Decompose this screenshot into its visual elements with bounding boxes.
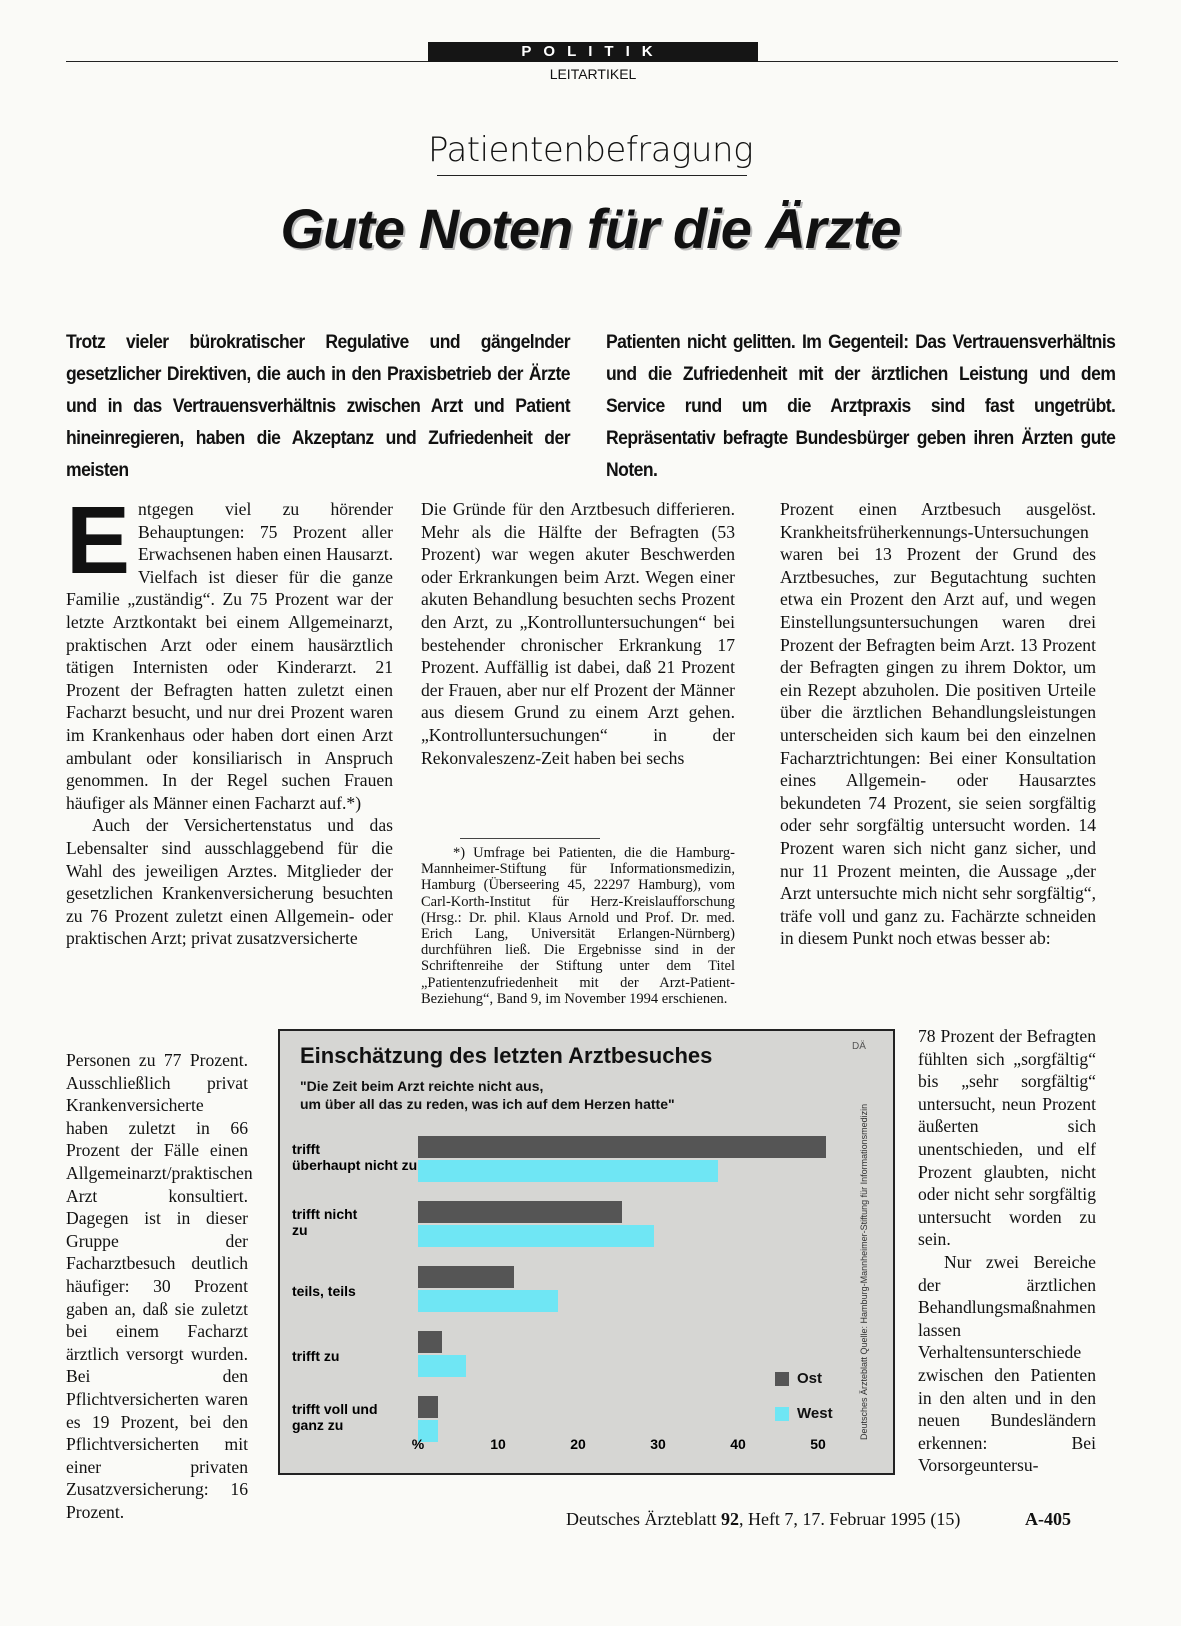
paragraph: ntgegen viel zu hörender Behauptungen: 75 Prozent aller Erwachsenen haben einen Hausarzt. Vielfach ist dieser für die ganze Familie „zuständig“. Zu 75 Prozent war der letzte Arztkontakt bei einem Allgemeinarzt, praktischen Arzt oder einem hausärztlich tätigen Internisten oder Kinderarzt. 21 Prozent der Befragten hatten zuletzt einen Facharzt besucht, und nur drei Prozent waren im Krankenhaus oder haben dort einen Arzt ambulant oder konsiliarisch in Anspruch genommen. In der Regel suchen Frauen häufiger als Männer einen Facharzt auf.*) xyxy=(66,499,393,813)
x-tick-label: 40 xyxy=(730,1436,746,1452)
category-label: trifft voll und ganz zu xyxy=(292,1401,378,1433)
page-number: A-405 xyxy=(1025,1509,1071,1529)
bar-west xyxy=(418,1160,718,1182)
x-tick-label: 30 xyxy=(650,1436,666,1452)
dropcap: E xyxy=(66,487,131,594)
bar-west xyxy=(418,1290,558,1312)
bar-ost xyxy=(418,1266,514,1288)
category-label: teils, teils xyxy=(292,1283,356,1299)
headline: Gute Noten für die Ärzte xyxy=(280,197,901,260)
category-label: trifft zu xyxy=(292,1348,340,1364)
article-column-1-continued xyxy=(66,1049,253,1523)
paragraph: 78 Prozent der Befragten fühlten sich „sorgfältig“ bis „sehr sorgfältig“ untersucht, neun Prozent äußerten sich unentschieden, und elf Prozent glaubten, nicht oder nicht sehr sorgfältig untersucht worden zu sein. xyxy=(918,1026,1096,1250)
chart-mark: DÄ xyxy=(852,1041,866,1052)
lead-paragraph-right: Patienten nicht gelitten. Im Gegenteil: Das Vertrauensverhältnis und die Zufriedenheit mit der ärztlichen Leistung und dem Service rund um die Arztpraxis sind fast ungetrübt. Repräsentativ befragte Bundesbürger geben ihren Ärzten gute Noten. xyxy=(606,331,1116,481)
x-tick-label: 20 xyxy=(570,1436,586,1452)
legend-swatch-west xyxy=(775,1407,789,1421)
bar-west xyxy=(418,1355,466,1377)
category-label: trifft nicht zu xyxy=(292,1206,358,1238)
paragraph: Nur zwei Bereiche der ärztlichen Behandlungsmaßnahmen lassen Verhaltensunterschiede zwischen den Patienten in den alten und in den neuen Bundesländern erkennen: Bei Vorsorgeuntersu- xyxy=(918,1251,1096,1476)
category-label: trifft überhaupt nicht zu xyxy=(292,1141,418,1173)
kicker-underline xyxy=(437,175,747,176)
footer-citation xyxy=(566,1509,960,1530)
legend-label-ost: Ost xyxy=(797,1370,823,1387)
paragraph: Personen zu 77 Prozent. Ausschließlich privat Krankenversicherte haben zuletzt in 66 Prozent der Fälle einen Allgemeinarzt/praktischen Arzt konsultiert. Dagegen ist in dieser Gruppe der Facharztbesuch deutlich häufiger: 30 Prozent gaben an, daß sie zuletzt bei einem Facharzt ärztlich versorgt wurden. Bei den Pflichtversicherten waren es 19 Prozent, bei den Pflichtversicherten mit einer privaten Zusatzversicherung: 16 Prozent. xyxy=(66,1050,253,1522)
bar-ost xyxy=(418,1201,622,1223)
chart-source: Deutsches Ärzteblatt Quelle: Hamburg-Mannheimer-Stiftung für Informationsmedizin xyxy=(859,1103,869,1440)
x-tick-label: % xyxy=(411,1436,425,1452)
chart-title: Einschätzung des letzten Arztbesuches xyxy=(300,1043,713,1068)
paragraph: Die Gründe für den Arztbesuch differieren. Mehr als die Hälfte der Befragten (53 Prozent) war wegen akuter Beschwerden oder Erkrankungen beim Arzt. Wegen einer akuten Behandlung besuchten sechs Prozent den Arzt, zu „Kontrolluntersuchungen“ bei bestehender chronischer Erkrankung 17 Prozent. Auffällig ist dabei, daß 21 Prozent der Frauen, aber nur elf Prozent der Männer aus diesem Grund zu einem Arzt gehen. „Kontrolluntersuchungen“ in der Rekonvaleszenz-Zeit haben bei sechs xyxy=(421,499,735,768)
footer-issue: , Heft 7, 17. Februar 1995 (15) xyxy=(738,1509,961,1529)
x-tick-label: 50 xyxy=(810,1436,826,1452)
footer-volume: 92 xyxy=(720,1509,739,1529)
footnote-rule xyxy=(460,838,600,839)
legend-swatch-ost xyxy=(775,1372,789,1386)
section-label: POLITIK xyxy=(428,42,758,62)
article-column-2 xyxy=(421,498,735,769)
subsection-label: LEITARTIKEL xyxy=(549,66,637,82)
kicker: Patientenbefragung xyxy=(427,130,754,170)
footer-journal: Deutsches Ärzteblatt xyxy=(566,1509,721,1529)
article-column-3 xyxy=(780,498,1096,950)
bar-chart xyxy=(280,1031,850,1469)
footnote xyxy=(421,845,735,1007)
paragraph: Auch der Versichertenstatus und das Lebensalter sind ausschlaggebend für die Wahl des jeweiligen Arztes. Mitglieder der gesetzlichen Krankenversicherung besuchten zu 76 Prozent zuletzt einen Allgemein- oder praktischen Arzt; privat zusatzversicherte xyxy=(66,815,393,949)
article-column-1 xyxy=(66,487,393,950)
bar-ost xyxy=(418,1331,442,1353)
legend-label-west: West xyxy=(797,1405,833,1422)
x-tick-label: 10 xyxy=(490,1436,506,1452)
footnote-text: *) Umfrage bei Patienten, die die Hamburg-Mannheimer-Stiftung für Informationsmedizin, Hamburg (Überseering 45, 22297 Hamburg), vom Carl-Korth-Institut für Herz-Kreislaufforschung (Hrsg.: Dr. phil. Klaus Arnold und Prof. Dr. med. Erich Lang, Universität Erlangen-Nürnberg) durchführen ließ. Die Ergebnisse sind in der Schriftenreihe der Stiftung unter dem Titel „Patientenzufriedenheit mit der Arzt-Patient-Beziehung“, Band 9, im November 1994 erschienen. xyxy=(421,845,735,1007)
bar-ost xyxy=(418,1396,438,1418)
chart-subtitle-line: "Die Zeit beim Arzt reichte nicht aus, xyxy=(300,1078,544,1094)
chart-subtitle-line: um über all das zu reden, was ich auf dem Herzen hatte" xyxy=(300,1096,675,1112)
bar-west xyxy=(418,1225,654,1247)
article-column-3-continued xyxy=(918,1025,1096,1477)
bar-ost xyxy=(418,1136,826,1158)
lead-paragraph-left: Trotz vieler bürokratischer Regulative und gängelnder gesetzlicher Direktiven, die auch in den Praxisbetrieb der Ärzte und in das Vertrauensverhältnis zwischen Arzt und Patient hineinregieren, haben die Akzeptanz und Zufriedenheit der meisten xyxy=(66,331,570,481)
paragraph: Prozent einen Arztbesuch ausgelöst. Krankheitsfrüherkennungs-Untersuchungen waren bei 13 Prozent der Grund des Arztbesuches, zur Begutachtung suchten etwa ein Prozent den Arzt auf, und wegen Einstellungsuntersuchungen waren drei Prozent der Befragten beim Arzt. 13 Prozent der Befragten gingen zu ihrem Doktor, um ein Rezept abzuholen. Die positiven Urteile über die ärztlichen Behandlungsleistungen unterscheiden sich kaum bei den einzelnen Facharztrichtungen: Bei einer Konsultation eines Allgemein- oder Hausarztes bekundeten 74 Prozent, sie seien sorgfältig oder sehr sorgfältig untersucht worden. 14 Prozent waren sich nicht ganz sicher, und nur 11 Prozent meinten, die Aussage „der Arzt untersuchte mich nicht sehr sorgfältig“, träfe voll und ganz zu. Fachärzte schneiden in diesem Punkt noch etwas besser ab: xyxy=(780,499,1096,949)
